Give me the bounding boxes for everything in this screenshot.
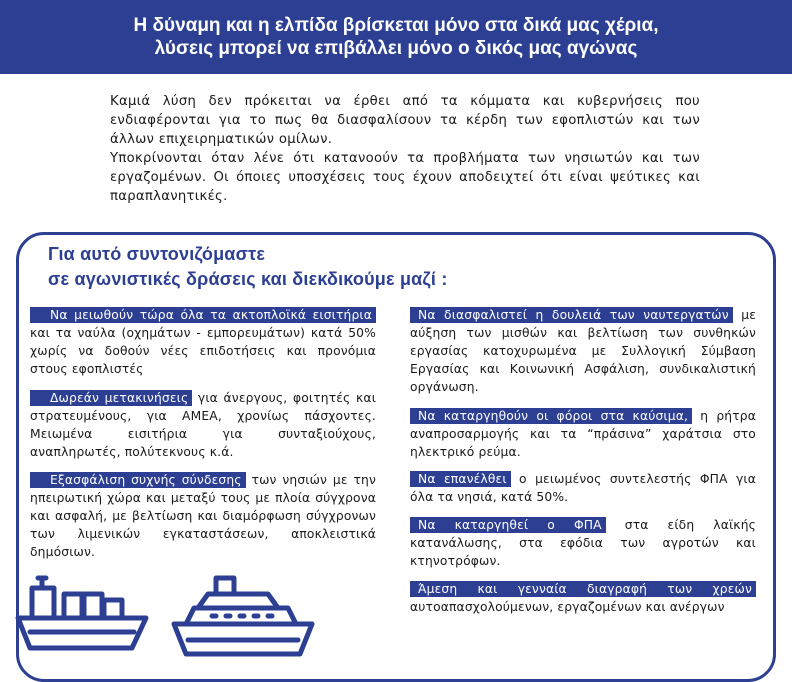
- demands-title-line-1: Για αυτό συντονιζόμαστε: [48, 244, 266, 264]
- demand-highlight: Να επανέλθει: [410, 471, 511, 487]
- ferry-ship-icon: [168, 568, 318, 662]
- demand-highlight: Να καταργηθούν οι φόροι στα καύσιμα,: [410, 408, 692, 424]
- demand-item-seafarers: [410, 306, 756, 396]
- demand-text: και τα ναύλα (οχημάτων - εμπορευμάτων) κατά 50% χωρίς να δοθούν νέες επιδοτήσεις και προνόμια στους εφοπλιστές: [30, 326, 376, 376]
- banner-line-1: Η δύναμη και η ελπίδα βρίσκεται μόνο στα δικά μας χέρια,: [133, 15, 659, 36]
- banner-line-2: λύσεις μπορεί να επιβάλλει μόνο ο δικός μας αγώνας: [154, 38, 638, 59]
- demand-item-tickets: [30, 306, 376, 378]
- demand-text: αυτοαπασχολούμενων, εργαζομένων και ανέργων: [410, 600, 725, 614]
- demand-highlight: Να διασφαλιστεί η δουλειά των ναυτεργατών: [410, 307, 733, 323]
- intro-paragraph-1: Καμιά λύση δεν πρόκειται να έρθει από τα κόμματα και κυβερνήσεις που ενδιαφέρονται για το πως θα διασφαλίσουν τα κέρδη των εφοπλιστών και των άλλων επιχειρηματικών ομίλων.: [110, 94, 700, 147]
- demand-item-free-travel: [30, 389, 376, 461]
- demand-text: με αύξηση των μισθών και βελτίωση των συνθηκών εργασίας κατοχυρωμένα με Συλλογική Σύμβαση Εργασίας και Κοινωνική Ασφάλιση, συνδικαλιστική οργάνωση.: [410, 308, 756, 394]
- demands-title-line-2: σε αγωνιστικές δράσεις και διεκδικούμε μαζί :: [48, 269, 448, 289]
- demand-item-vat-islands: [410, 470, 756, 506]
- demand-highlight: Εξασφάλιση συχνής σύνδεσης: [30, 472, 246, 488]
- demand-text: των νησιών με την ηπειρωτική χώρα και μεταξύ τους με πλοία σύγχρονα και ασφαλή, με βελτίωση και διαμόρφωση σύγχρονων των λιμενικών εγκαταστάσεων, αποκλειστικά δημόσιων.: [30, 473, 376, 559]
- demand-highlight: Να καταργηθεί ο ΦΠΑ: [410, 517, 606, 533]
- demand-item-debt: [410, 580, 756, 616]
- intro-paragraph-2: Υποκρίνονται όταν λένε ότι κατανοούν τα προβλήματα των νησιωτών και των εργαζομένων. Οι όποιες υποσχέσεις τους έχουν αποδειχτεί ότι είναι ψεύτικες και παραπλανητικές.: [110, 151, 700, 204]
- intro-text: [110, 92, 700, 206]
- demand-highlight: Άμεση και γενναία διαγραφή των χρεών: [410, 581, 756, 597]
- demand-text: στα είδη λαϊκής κατανάλωσης, στα εφόδια των αγροτών και κτηνοτρόφων.: [410, 518, 757, 568]
- demand-item-connection: [30, 471, 376, 561]
- demand-item-fuel-taxes: [410, 407, 756, 461]
- demand-item-vat-goods: [410, 516, 756, 570]
- demand-text: η ρήτρα αναπροσαρμογής και τα “πράσινα” χαράτσια στο ηλεκτρικό ρεύμα.: [410, 409, 756, 459]
- demand-text: ο μειωμένος συντελεστής ΦΠΑ για όλα τα νησιά, κατά 50%.: [410, 472, 756, 504]
- demand-highlight: Να μειωθούν τώρα όλα τα ακτοπλοϊκά εισιτήρια: [30, 307, 376, 323]
- demand-text: για άνεργους, φοιτητές και στρατευμένους, για ΑΜΕΑ, χρονίως πάσχοντες. Μειωμένα εισιτήρια για συνταξιούχους, αναπληρωτές, πολύτεκνους κ.ά.: [30, 391, 377, 459]
- header-banner: [0, 0, 792, 74]
- demands-title: [48, 242, 448, 292]
- demand-highlight: Δωρεάν μετακινήσεις: [30, 390, 192, 406]
- cargo-ship-icon: [12, 566, 152, 662]
